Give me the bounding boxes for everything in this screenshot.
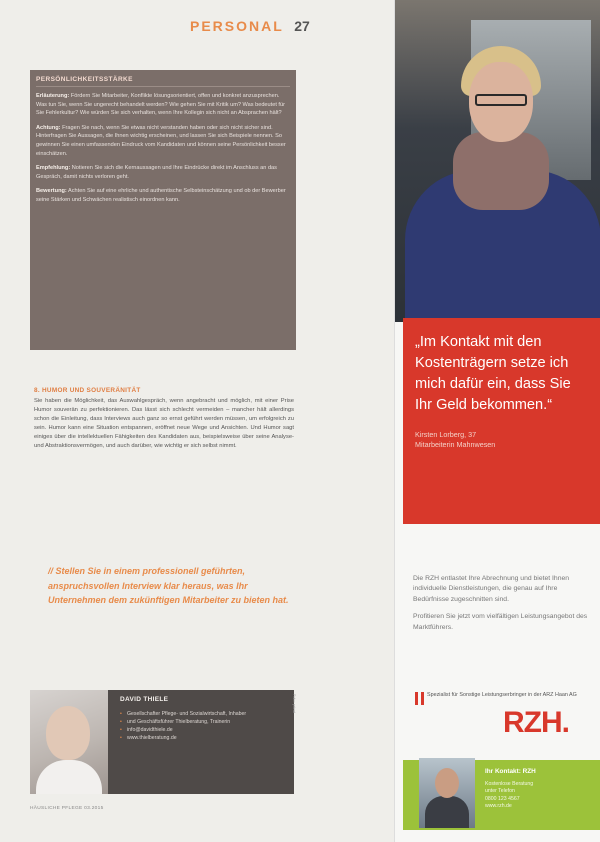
contact-line: Kostenlose Beratung — [485, 781, 534, 787]
contact-info — [485, 768, 595, 811]
contact-phone[interactable]: 0800 123 4567 — [485, 795, 520, 802]
pull-quote: // Stellen Sie in einem professionell geführten, anspruchsvollen Interview klar heraus, was Ihr Unternehmen dem zukünftigen Mitarbeiter zu bieten hat. — [48, 566, 289, 605]
rzh-logo: RZH. — [503, 706, 569, 739]
ad-text — [413, 574, 593, 640]
paragraph-lead: Achtung: — [36, 124, 61, 131]
paragraph-text: Fragen Sie nach, wenn Sie etwas nicht verstanden haben oder sich nicht sicher sind. Hinterfragen Sie Aussagen, die Ihnen wichtig erscheinen, und lassen Sie sich Beispiele nennen. So gewinnen Sie einen umfassenden Eindruck vom Kandidaten und können seine Persönlichkeit besser einschätzen. — [36, 124, 286, 157]
brand-flag-icon — [415, 692, 424, 705]
author-photo — [30, 690, 108, 794]
ad-tagline — [415, 692, 595, 699]
contact-line: unter Telefon — [485, 788, 515, 795]
ad-quote: „Im Kontakt mit den Kostenträgern setze ich mich dafür ein, dass Sie Ihr Geld bekommen.“ — [415, 334, 571, 413]
ad-paragraph: Die RZH entlastet Ihre Abrechnung und bietet Ihnen individuelle Dienstleistungen, die genau auf Ihre Bedürfnisse zugeschnitten sind. — [413, 575, 570, 603]
ad-paragraph: Profitieren Sie jetzt vom vielfältigen Leistungsangebot des Marktführers. — [413, 613, 588, 631]
paragraph-text: Notieren Sie sich die Kernaussagen und Ihre Eindrücke direkt im Anschluss an das Gespräch, damit nichts verloren geht. — [36, 165, 277, 180]
ad-tagline-text: Spezialist für Sonstige Leistungserbringer in der ARZ Haan AG — [427, 692, 577, 698]
author-detail: • und Geschäftsführer Thielberatung, Trainerin — [120, 718, 288, 726]
author-detail: • Gesellschafter Pflege- und Sozialwirtschaft, Inhaber — [120, 710, 288, 718]
info-paragraph — [36, 187, 290, 204]
author-details — [120, 710, 288, 742]
photo-credit: Foto: privat — [292, 694, 296, 713]
author-box — [30, 690, 294, 794]
info-paragraph — [36, 92, 290, 118]
author-email[interactable]: • info@davidthiele.de — [120, 726, 288, 734]
author-website[interactable]: • www.thielberatung.de — [120, 734, 288, 742]
paragraph-text: Fördern Sie Mitarbeiter, Konflikte lösungsorientiert, offen und konkret anzusprechen. Was tun Sie, wenn Sie ungerecht behandelt werden? Wie gehen Sie mit Kritik um? Was bedeutet für Sie Fehlerkultur? Wie würden Sie sich verhalten, wenn Ihre Kollegin sich nicht an Absprachen hält? — [36, 93, 285, 117]
section-heading: 8. HUMOR UND SOUVERÄNITÄT — [34, 387, 141, 394]
contact-website[interactable]: www.rzh.de — [485, 803, 512, 810]
contact-panel — [403, 760, 600, 830]
section-body: Sie haben die Möglichkeit, das Auswahlgespräch, wenn angebracht und möglich, mit einer Prise Humor souverän zu perfektionieren. Das lässt sich schlecht vermeiden – mancher hält allerdings schon die Einleitung, dass Interviews auch ganz so ernst geführt werden müssen, um erfolgreich zu sein. Humor kann eine Situation entspannen, eröffnet neue Wege und Ansichten. Und Humor sagt einiges über die intellektuellen Fähigkeiten des Kandidaten aus, beispielsweise über seine Analyse- und Abstraktionsvermögen, und auch darüber, wie wichtig er sich selbst nimmt. — [34, 398, 294, 449]
paragraph-lead: Erläuterung: — [36, 93, 70, 99]
ad-person-name: Kirsten Lorberg, 37 — [415, 430, 477, 439]
ad-quote-panel — [403, 318, 600, 524]
paragraph-lead: Empfehlung: — [36, 165, 71, 172]
paragraph-text: Achten Sie auf eine ehrliche und authentische Selbsteinschätzung und ob der Bewerber seine Stärken und Schwächen realistisch einordnen kann. — [36, 188, 286, 203]
page-number: 27 — [294, 18, 310, 34]
section-label: PERSONAL — [190, 18, 284, 34]
contact-photo — [419, 758, 475, 828]
info-paragraph — [36, 124, 290, 158]
ad-photo — [395, 0, 600, 322]
info-box — [30, 70, 296, 350]
paragraph-lead: Bewertung: — [36, 188, 67, 195]
page-footer: HÄUSLICHE PFLEGE 03.2015 — [30, 806, 104, 811]
ad-person-role: Mitarbeiterin Mahnwesen — [415, 440, 496, 449]
author-name: DAVID THIELE — [120, 696, 169, 703]
info-paragraph — [36, 164, 290, 181]
page-header — [190, 18, 310, 40]
info-box-title: PERSÖNLICHKEITSSTÄRKE — [36, 76, 290, 87]
contact-title: Ihr Kontakt: RZH — [485, 768, 536, 775]
advertisement — [394, 0, 600, 842]
